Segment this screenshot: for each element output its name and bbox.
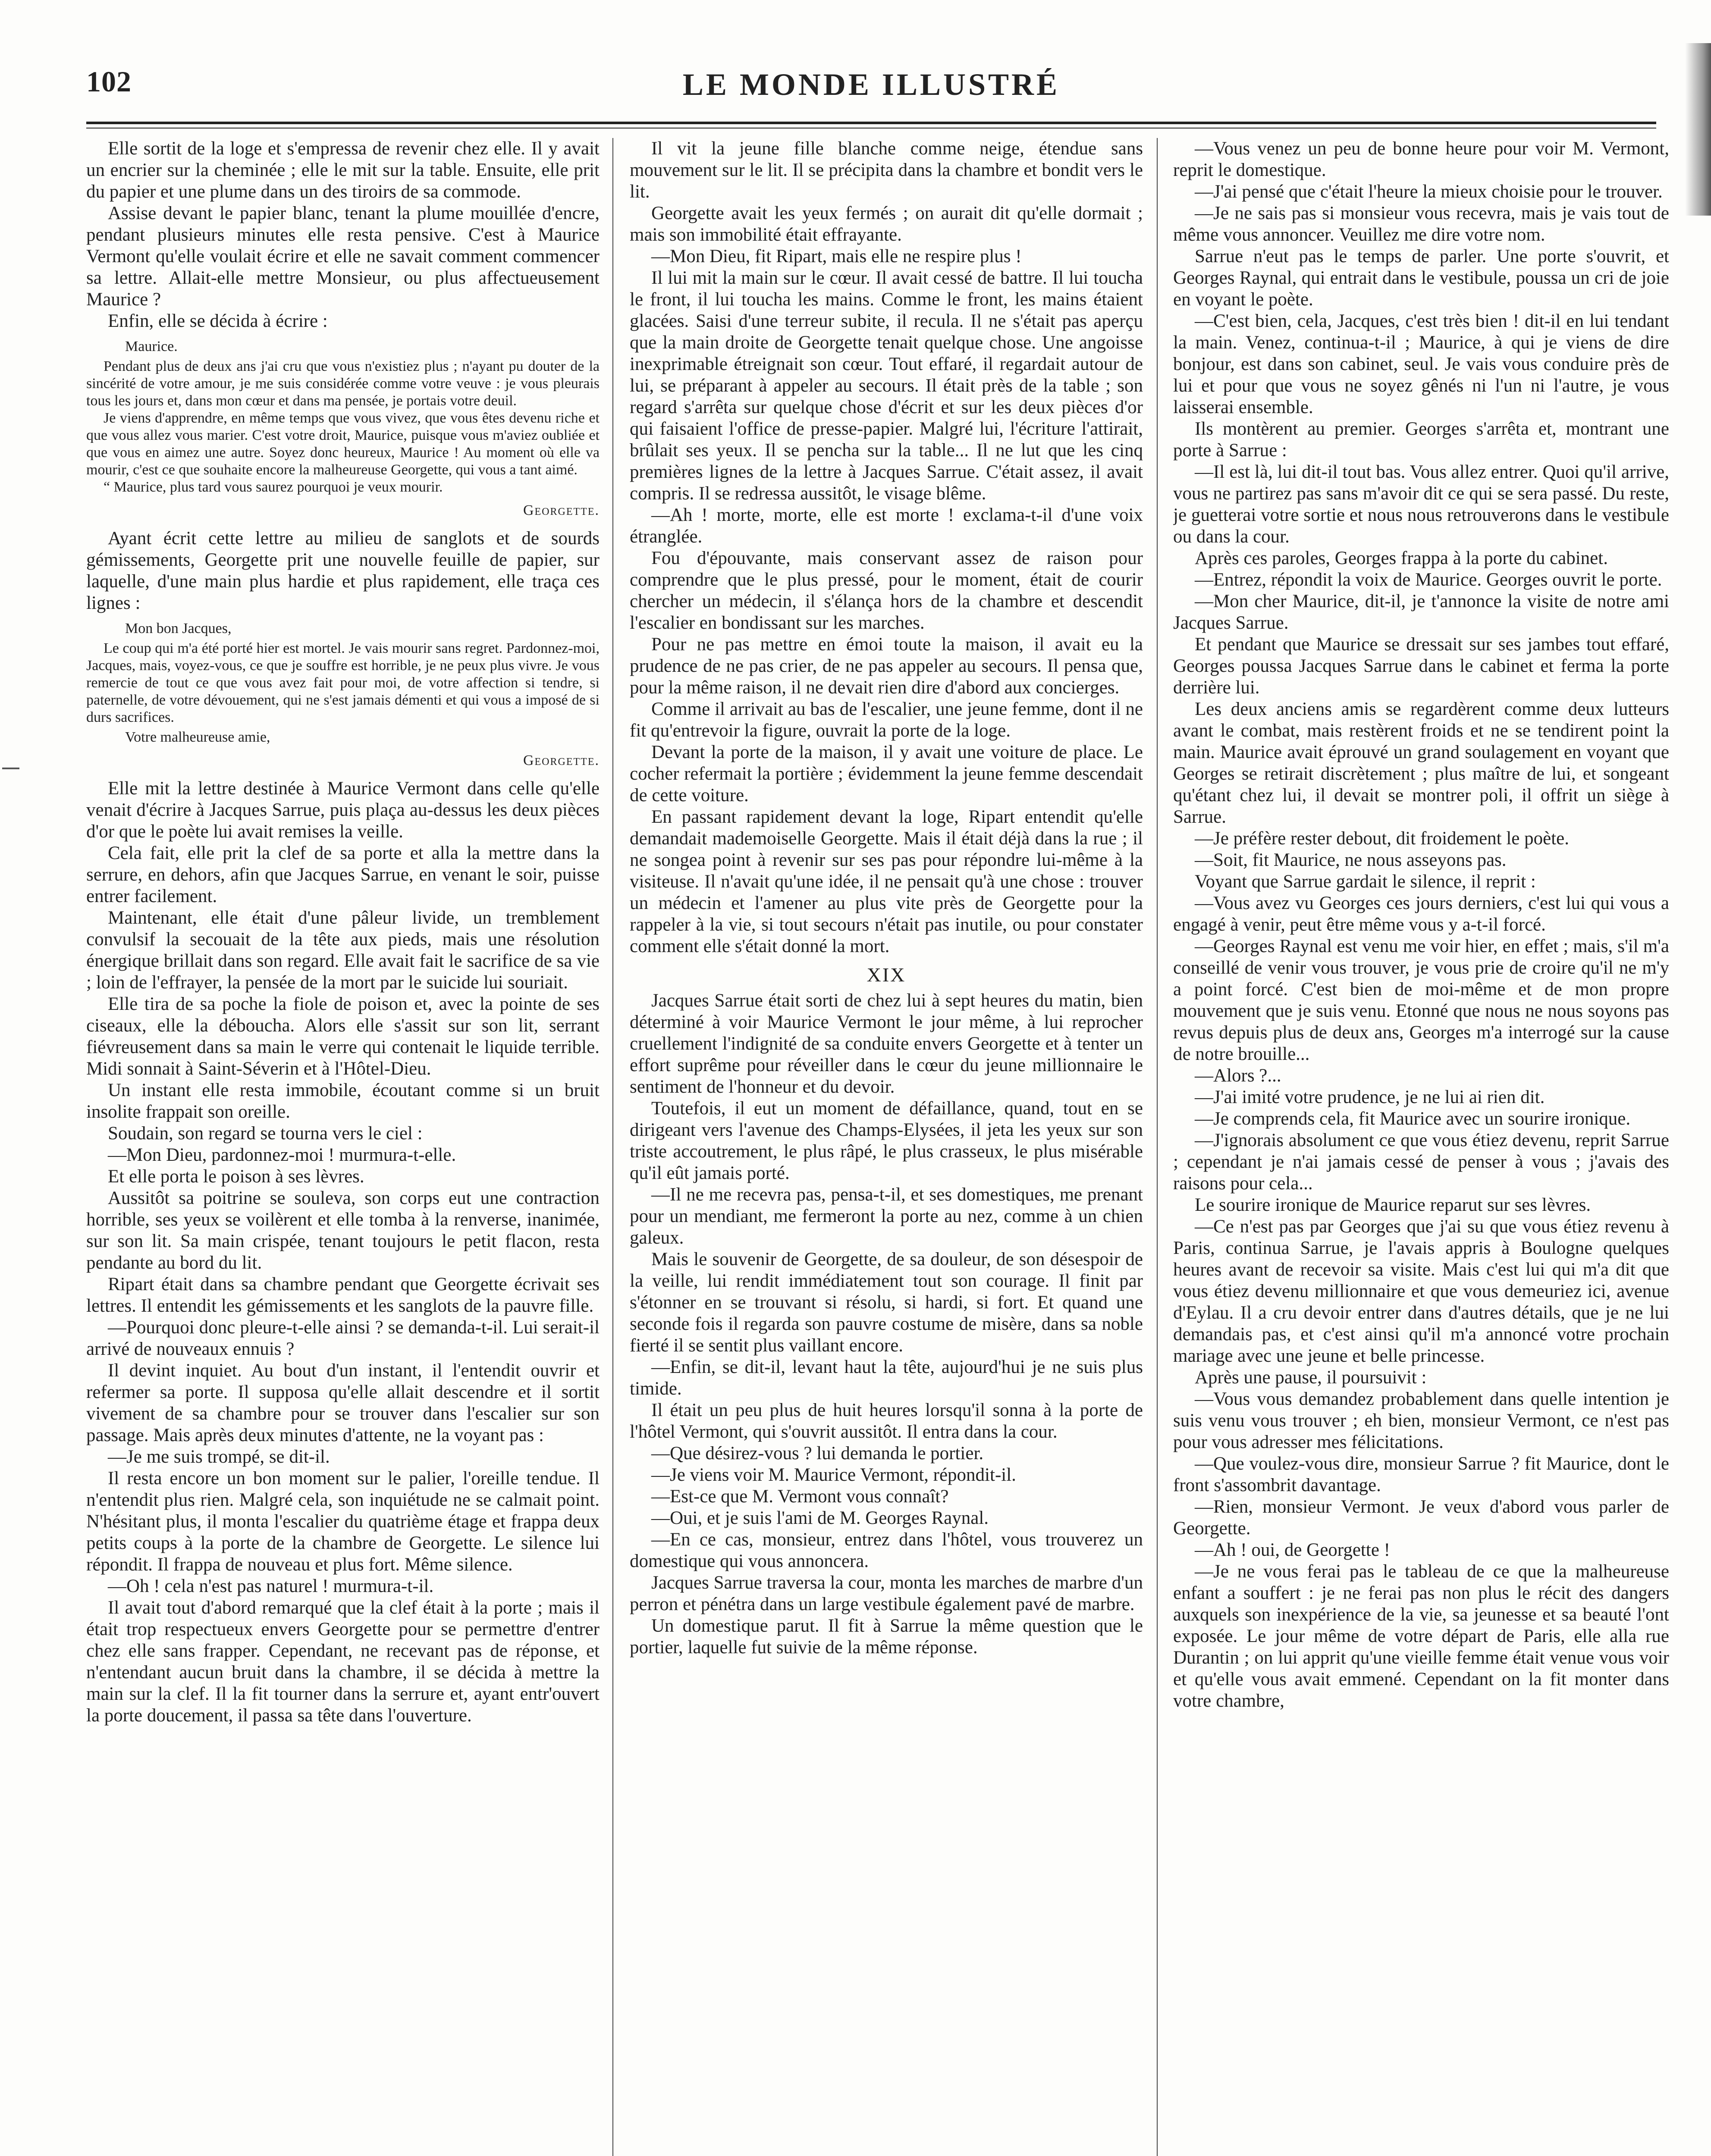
paragraph: Fou d'épouvante, mais conservant assez de raison pour comprendre que le plus pressé, pour le moment, était de courir chercher un médecin, il s'élança hors de la chambre et descendit l'escalier en bondissant sur les marches. — [630, 548, 1143, 633]
paragraph: —Est-ce que M. Vermont vous connaît? — [651, 1486, 949, 1507]
paragraph: —Je ne vous ferai pas le tableau de ce que la malheureuse enfant a souffert : je ne ferai pas non plus le récit des dangers auxquels son inexpérience de la vie, sa jeunesse et sa beauté l'ont exposée. Le jour même de votre départ de Paris, elle alla rue Durantin ; on lui apprit qu'une vieille femme était venue vous voir et qu'elle vous avait emmené. Cependant on la fit monter dans votre chambre, — [1173, 1561, 1669, 1711]
paragraph: Aussitôt sa poitrine se souleva, son corps eut une contraction horrible, ses yeux se voilèrent et elle tomba à la renverse, inanimée, sur son lit. Sa main crispée, tenant toujours le petit flacon, resta pendante au bord du lit. — [86, 1188, 600, 1273]
chapter-heading: XIX — [866, 964, 906, 986]
paragraph: Et elle porta le poison à ses lèvres. — [108, 1166, 364, 1187]
paragraph: Jacques Sarrue traversa la cour, monta les marches de marbre d'un perron et pénétra dans un large vestibule également pavé de marbre. — [630, 1573, 1143, 1614]
paragraph: —Entrez, répondit la voix de Maurice. Georges ouvrit le porte. — [1195, 570, 1662, 590]
paragraph: Après une pause, il poursuivit : — [1195, 1367, 1427, 1388]
paragraph: —Que désirez-vous ? lui demanda le portier. — [651, 1443, 984, 1463]
paragraph: Assise devant le papier blanc, tenant la plume mouillée d'encre, pendant plusieurs minutes elle resta pensive. C'est à Maurice Vermont qu'elle voulait écrire et elle ne savait comment commencer sa lettre. Allait-elle mettre Monsieur, ou plus affectueusement Maurice ? — [86, 203, 600, 310]
paragraph: —Mon Dieu, fit Ripart, mais elle ne respire plus ! — [651, 246, 1022, 266]
text-column-3 — [1173, 138, 1669, 2156]
paragraph: —J'ignorais absolument ce que vous étiez devenu, reprit Sarrue ; cependant je n'ai jamais cessé de penser à vous ; j'avais des raisons pour cela... — [1173, 1130, 1669, 1194]
paragraph: Il devint inquiet. Au bout d'un instant, il l'entendit ouvrir et refermer sa porte. Il supposa qu'elle allait descendre et il sortit vivement de sa chambre pour se trouver dans l'escalier sur son passage. Mais après deux minutes d'attente, ne la voyant pas : — [86, 1360, 600, 1445]
paragraph: Après ces paroles, Georges frappa à la porte du cabinet. — [1195, 548, 1608, 568]
paragraph: —Pourquoi donc pleure-t-elle ainsi ? se demanda-t-il. Lui serait-il arrivé de nouveaux ennuis ? — [86, 1317, 600, 1359]
letter-salutation: Maurice. — [125, 338, 178, 354]
paragraph: —Je me suis trompé, se dit-il. — [108, 1447, 330, 1467]
letter-block — [86, 620, 600, 746]
paragraph: —Je préfère rester debout, dit froidement le poète. — [1195, 828, 1569, 849]
page-edge-shadow — [1685, 43, 1711, 216]
paragraph: Ayant écrit cette lettre au milieu de sanglots et de sourds gémissements, Georgette prit une nouvelle feuille de papier, sur laquelle, d'une main plus hardie et plus rapidement, elle traça ces lignes : — [86, 528, 600, 613]
paragraph: Il lui mit la main sur le cœur. Il avait cessé de battre. Il lui toucha le front, il lui toucha les mains. Comme le front, les mains étaient glacées. Saisi d'une terreur subite, il recula. Il ne s'était pas aperçu que la main droite de Georgette tenait quelque chose. Une angoisse inexprimable étreignait son cœur. Tout effaré, il regardait autour de lui, se préparant à appeler au secours. Il était près de la table ; son regard s'arrêta sur quelque chose d'écrit et sur les deux pièces d'or qui faisaient l'office de presse-papier. Malgré lui, l'écriture l'attirait, brûlait ses yeux. Il se pencha sur la table... Il ne lut que les cinq premières lignes de la lettre à Jacques Sarrue. C'était assez, il avait compris. Il se redressa aussitôt, le visage blême. — [630, 268, 1143, 504]
letter-paragraph: “ Maurice, plus tard vous saurez pourquoi je veux mourir. — [104, 479, 443, 495]
paragraph: —Oh ! cela n'est pas naturel ! murmura-t-il. — [108, 1576, 434, 1596]
paragraph: —Que voulez-vous dire, monsieur Sarrue ? fit Maurice, dont le front s'assombrit davantage. — [1173, 1454, 1669, 1495]
paragraph: Ripart était dans sa chambre pendant que Georgette écrivait ses lettres. Il entendit les gémissements et les sanglots de la pauvre fille. — [86, 1274, 600, 1316]
paragraph: En passant rapidement devant la loge, Ripart entendit qu'elle demandait mademoiselle Georgette. Mais il était déjà dans la rue ; il ne songea point à revenir sur ses pas pour répondre lui-même à la visiteuse. Il n'avait qu'une idée, il ne pensait qu'à une chose : trouver un médecin et l'amener au plus vite près de Georgette pour la rappeler à la vie, si tout secours n'était pas inutile, ou pour constater comment elle s'était donné la mort. — [630, 807, 1143, 956]
paragraph: —Vous vous demandez probablement dans quelle intention je suis venu vous trouver ; eh bien, monsieur Vermont, ce n'est pas pour vous adresser mes félicitations. — [1173, 1389, 1669, 1452]
paragraph: Voyant que Sarrue gardait le silence, il reprit : — [1195, 871, 1536, 892]
text-column-1 — [86, 138, 600, 2156]
paragraph: Un instant elle resta immobile, écoutant comme si un bruit insolite frappait son oreille. — [86, 1080, 600, 1122]
margin-mark — [2, 768, 19, 769]
paragraph: —Je viens voir M. Maurice Vermont, répondit-il. — [651, 1465, 1016, 1485]
paragraph: —Mon cher Maurice, dit-il, je t'annonce la visite de notre ami Jacques Sarrue. — [1173, 591, 1669, 633]
text-column-2 — [630, 138, 1143, 2156]
paragraph: —Ah ! oui, de Georgette ! — [1195, 1540, 1390, 1560]
paragraph: —Je comprends cela, fit Maurice avec un sourire ironique. — [1195, 1109, 1631, 1129]
paragraph: —Soit, fit Maurice, ne nous asseyons pas. — [1195, 850, 1507, 870]
paragraph: —Georges Raynal est venu me voir hier, en effet ; mais, s'il m'a conseillé de venir vous trouver, je vous prie de croire qu'il ne m'y a point forcé. C'est bien de moi-même et de mon propre mouvement que je suis venu. Etonné que nous ne nous soyons pas revus depuis plus de deux ans, Georges m'a interrogé sur la cause de notre brouille... — [1173, 936, 1669, 1064]
paragraph: Il vit la jeune fille blanche comme neige, étendue sans mouvement sur le lit. Il se précipita dans la chambre et bondit vers le lit. — [630, 138, 1143, 202]
paragraph: Jacques Sarrue était sorti de chez lui à sept heures du matin, bien déterminé à voir Maurice Vermont le jour même, à lui reprocher cruellement l'indignité de sa conduite envers Georgette et à tenter un effort suprême pour réveiller dans le cœur du jeune millionnaire le sentiment de l'honneur et du devoir. — [630, 990, 1143, 1097]
paragraph: Elle sortit de la loge et s'empressa de revenir chez elle. Il y avait un encrier sur la cheminée ; elle le mit sur la table. Ensuite, elle prit du papier et une plume dans un des tiroirs de sa commode. — [86, 138, 600, 202]
paragraph: Pour ne pas mettre en émoi toute la maison, il avait eu la prudence de ne pas crier, de ne pas appeler au secours. Il pensa que, pour la même raison, il ne devait rien dire d'abord aux concierges. — [630, 634, 1143, 698]
letter-paragraph: Le coup qui m'a été porté hier est mortel. Je vais mourir sans regret. Pardonnez-moi, Jacques, mais, voyez-vous, ce que je souffre est horrible, je ne peux plus vivre. Je vous remercie de tout ce que vous avez fait pour moi, de votre affection si tendre, si paternelle, de votre dévouement, qui ne s'est jamais démenti et qui vous a imposé de si durs sacrifices. — [86, 640, 600, 725]
paragraph: —En ce cas, monsieur, entrez dans l'hôtel, vous trouverez un domestique qui vous annoncera. — [630, 1529, 1143, 1571]
newspaper-title: LE MONDE ILLUSTRÉ — [682, 67, 1060, 102]
paragraph: Comme il arrivait au bas de l'escalier, une jeune femme, dont il ne fit qu'entrevoir la figure, ouvrait la porte de la loge. — [630, 699, 1143, 741]
masthead — [86, 65, 1656, 121]
letter-block — [86, 338, 600, 496]
paragraph: —Vous venez un peu de bonne heure pour voir M. Vermont, reprit le domestique. — [1173, 138, 1669, 180]
paragraph: Maintenant, elle était d'une pâleur livide, un tremblement convulsif la secouait de la tête aux pieds, mais une résolution énergique brillait dans son regard. Elle avait fait le sacrifice de sa vie ; loin de l'effrayer, la pensée de la mort par le suicide lui souriait. — [86, 908, 600, 993]
paragraph: Mais le souvenir de Georgette, de sa douleur, de son désespoir de la veille, lui rendit immédiatement tout son courage. Il finit par s'étonner en se trouvant si résolu, si hardi, si fort. Et quand une seconde fois il regarda son pauvre costume de misère, dans sa noble fierté il se sentit plus vaillant encore. — [630, 1249, 1143, 1356]
paragraph: Il resta encore un bon moment sur le palier, l'oreille tendue. Il n'entendit plus rien. Malgré cela, son inquiétude ne se calmait point. N'hésitant plus, il monta l'escalier du quatrième étage et frappa deux petits coups à la porte de la chambre de Georgette. Le silence lui répondit. Il frappa de nouveau et plus fort. Même silence. — [86, 1468, 600, 1575]
paragraph: Il était un peu plus de huit heures lorsqu'il sonna à la porte de l'hôtel Vermont, qui s'ouvrit aussitôt. Il entra dans la cour. — [630, 1400, 1143, 1442]
paragraph: Sarrue n'eut pas le temps de parler. Une porte s'ouvrit, et Georges Raynal, qui entrait dans le vestibule, poussa un cri de joie en voyant le poète. — [1173, 246, 1669, 310]
paragraph: Cela fait, elle prit la clef de sa porte et alla la mettre dans la serrure, en dehors, afin que Jacques Sarrue, en venant le soir, puisse entrer facilement. — [86, 843, 600, 906]
paragraph: —Vous avez vu Georges ces jours derniers, c'est lui qui vous a engagé à venir, peut être même vous y a-t-il forcé. — [1173, 893, 1669, 935]
column-divider — [1157, 138, 1158, 2156]
letter-paragraph: Pendant plus de deux ans j'ai cru que vous n'existiez plus ; n'ayant pu douter de la sincérité de votre amour, je me suis considérée comme votre veuve : je vous pleurais tous les jours et, dans mon cœur et dans ma pensée, je portais votre deuil. — [86, 358, 600, 409]
paragraph: Soudain, son regard se tourna vers le ciel : — [108, 1123, 423, 1144]
page-number: 102 — [86, 65, 132, 98]
paragraph: Les deux anciens amis se regardèrent comme deux lutteurs avant le combat, mais restèrent froids et ne se tendirent point la main. Maurice avait éprouvé un grand soulagement en voyant que Georges se retirait discrètement ; plus maître de lui, et songeant qu'étant chez lui, il devait se montrer poli, il offrit un siège à Sarrue. — [1173, 699, 1669, 827]
paragraph: —Enfin, se dit-il, levant haut la tête, aujourd'hui je ne suis plus timide. — [630, 1357, 1143, 1399]
paragraph: —Il est là, lui dit-il tout bas. Vous allez entrer. Quoi qu'il arrive, vous ne partirez pas sans m'avoir dit ce qui se sera passé. Du reste, je guetterai votre sortie et nous nous retrouverons dans le vestibule ou dans la cour. — [1173, 462, 1669, 547]
paragraph: Elle mit la lettre destinée à Maurice Vermont dans celle qu'elle venait d'écrire à Jacques Sarrue, puis plaça au-dessus les deux pièces d'or que le poète lui avait remises la veille. — [86, 778, 600, 842]
paragraph: —J'ai pensé que c'était l'heure la mieux choisie pour le trouver. — [1195, 182, 1663, 202]
letter-signature: Georgette. — [523, 752, 600, 768]
paragraph: —J'ai imité votre prudence, je ne lui ai rien dit. — [1195, 1087, 1545, 1107]
paragraph: —Ah ! morte, morte, elle est morte ! exclama-t-il d'une voix étranglée. — [630, 505, 1143, 547]
paragraph: —Ce n'est pas par Georges que j'ai su que vous étiez revenu à Paris, continua Sarrue, je l'avais appris à Boulogne quelques heures avant de recevoir sa visite. Mais c'est lui qui m'a dit que vous étiez devenu millionnaire et que vous demeuriez ici, avenue d'Eylau. Il a cru devoir entrer dans d'autres détails, que je ne lui demandais pas, et c'est ainsi qu'il m'a annoncé votre prochain mariage avec une jeune et belle princesse. — [1173, 1216, 1669, 1366]
paragraph: —Je ne sais pas si monsieur vous recevra, mais je vais tout de même vous annoncer. Veuillez me dire votre nom. — [1173, 203, 1669, 245]
letter-salutation: Mon bon Jacques, — [125, 620, 232, 636]
paragraph: Devant la porte de la maison, il y avait une voiture de place. Le cocher refermait la portière ; évidemment la jeune femme descendait de cette voiture. — [630, 742, 1143, 805]
letter-paragraph: Je viens d'apprendre, en même temps que vous vivez, que vous êtes devenu riche et que vous allez vous marier. C'est votre droit, Maurice, puisque vous m'aviez oubliée et que vous en aimez une autre. Soyez donc heureux, Maurice ! Au moment où elle va mourir, c'est ce que souhaite encore la malheureuse Georgette, qui vous a tant aimé. — [86, 410, 600, 478]
paragraph: —Mon Dieu, pardonnez-moi ! murmura-t-elle. — [108, 1145, 456, 1165]
paragraph: —Alors ?... — [1195, 1065, 1281, 1086]
paragraph: Et pendant que Maurice se dressait sur ses jambes tout effaré, Georges poussa Jacques Sarrue dans le cabinet et ferma la porte derrière lui. — [1173, 634, 1669, 698]
letter-signature: Georgette. — [523, 502, 600, 518]
letter-closing: Votre malheureuse amie, — [125, 729, 270, 745]
paragraph: —Il ne me recevra pas, pensa-t-il, et ses domestiques, me prenant pour un mendiant, me fermeront la porte au nez, comme à un chien galeux. — [630, 1185, 1143, 1248]
paragraph: Enfin, elle se décida à écrire : — [108, 311, 328, 331]
paragraph: Georgette avait les yeux fermés ; on aurait dit qu'elle dormait ; mais son immobilité était effrayante. — [630, 203, 1143, 245]
paragraph: —Rien, monsieur Vermont. Je veux d'abord vous parler de Georgette. — [1173, 1497, 1669, 1539]
paragraph: —C'est bien, cela, Jacques, c'est très bien ! dit-il en lui tendant la main. Venez, continua-t-il ; Maurice, à qui je viens de dire bonjour, est dans son cabinet, seul. Je vais vous conduire près de lui et pour que vous ne soyez gênés ni l'un ni l'autre, je vous laisserai ensemble. — [1173, 311, 1669, 417]
paragraph: Elle tira de sa poche la fiole de poison et, avec la pointe de ses ciseaux, elle la déboucha. Alors elle s'assit sur son lit, serrant fiévreusement dans sa main le verre qui contenait le liquide terrible. Midi sonnait à Saint-Séverin et à l'Hôtel-Dieu. — [86, 994, 600, 1079]
paragraph: —Oui, et je suis l'ami de M. Georges Raynal. — [651, 1508, 989, 1528]
paragraph: Ils montèrent au premier. Georges s'arrêta et, montrant une porte à Sarrue : — [1173, 419, 1669, 461]
paragraph: Toutefois, il eut un moment de défaillance, quand, tout en se dirigeant vers l'avenue des Champs-Elysées, il jeta les yeux sur son triste accoutrement, le plus râpé, le plus crasseux, le plus misérable qu'il eût jamais porté. — [630, 1098, 1143, 1183]
column-divider — [612, 138, 613, 2156]
header-rule-thick — [86, 122, 1656, 124]
paragraph: Le sourire ironique de Maurice reparut sur ses lèvres. — [1195, 1195, 1591, 1215]
paragraph: Il avait tout d'abord remarqué que la clef était à la porte ; mais il était trop respectueux envers Georgette pour se permettre d'entrer chez elle sans frapper. Cependant, ne recevant pas de réponse, et n'entendant aucun bruit dans la chambre, il se décida à mettre la main sur la clef. Il la fit tourner dans la serrure et, ayant entr'ouvert la porte doucement, il passa sa tête dans l'ouverture. — [86, 1598, 600, 1726]
paragraph: Un domestique parut. Il fit à Sarrue la même question que le portier, laquelle fut suivie de la même réponse. — [630, 1616, 1143, 1658]
